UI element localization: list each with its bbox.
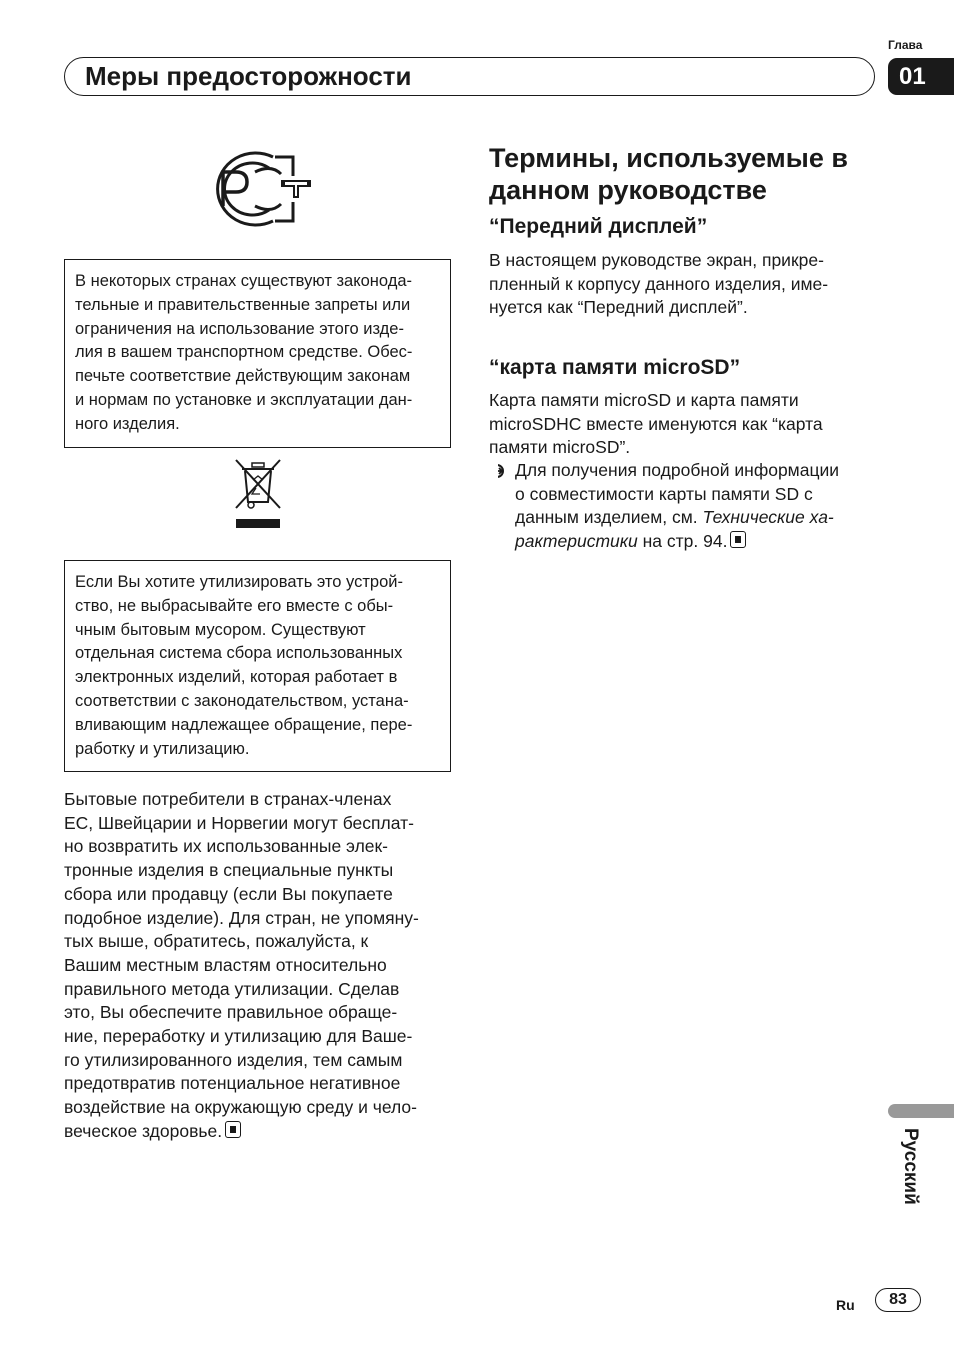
end-mark-icon xyxy=(730,531,746,548)
arrow-bullet-icon xyxy=(489,459,507,481)
bullet-tail-text: на стр. 94. xyxy=(637,531,728,552)
spec-reference-link[interactable]: Технические ха- рактеристики xyxy=(515,507,834,552)
recycling-paragraph xyxy=(64,788,459,1144)
language-tab xyxy=(888,1104,954,1118)
bullet-lead-text: Для получения подробной информации о совместимости карты памяти SD с данным изделием, см. xyxy=(515,460,840,528)
page-number: 83 xyxy=(875,1288,921,1312)
chapter-label: Глава xyxy=(888,38,923,52)
crossed-out-bin-icon xyxy=(232,458,284,530)
disposal-box xyxy=(64,560,451,772)
header-bar xyxy=(64,57,875,96)
language-label: Русский xyxy=(900,1128,921,1205)
warning-text: В некоторых странах существуют законода- тельные и правительственные запреты или ограничения на использование этого изде- лия в вашем транспортном средстве. Обес- печьте соответствие действующим законам и нормам по установке и эксплуатации дан- ного изделия. xyxy=(75,272,413,433)
front-display-text: В настоящем руководстве экран, прикре- пленный к корпусу данного изделия, име- нуется как “Передний дисплей”. xyxy=(489,250,829,318)
subheading-front-display: “Передний дисплей” xyxy=(489,215,708,238)
end-mark-icon xyxy=(225,1121,241,1138)
page-title: Меры предосторожности xyxy=(85,61,412,91)
footer-lang-code: Ru xyxy=(836,1297,855,1313)
bullet-text xyxy=(515,459,880,554)
chapter-tab: 01 xyxy=(888,58,954,95)
microsd-text: Карта памяти microSD и карта памяти microSDHC вместе именуются как “карта памяти microSD”. xyxy=(489,390,823,458)
pct-certification-logo xyxy=(203,148,315,230)
section-heading: Термины, используемые в данном руководстве xyxy=(489,143,848,205)
warning-box xyxy=(64,259,451,448)
disposal-text: Если Вы хотите утилизировать это устрой- ство, не выбрасывайте его вместе с обы- чным бытовым мусором. Существуют отдельная система сбора использованных электронных изделий, которая работает в соответствии с законодательством, устана- вливающим надлежащее обращение, пере- работку и утилизацию. xyxy=(75,573,413,758)
recycling-text: Бытовые потребители в странах-членах ЕС, Швейцарии и Норвегии могут бесплат- но возвратить их использованные элек- тронные изделия в специальные пункты сбора или продавцу (если Вы покупаете подобное изделие). Для стран, не упомяну- тых выше, обратитесь, пожалуйста, к Вашим местным властям относительно правильного метода утилизации. Сделав это, Вы обеспечите правильное обраще- ние, переработку и утилизацию для Ваше- го утилизированного изделия, тем самым предотвратив потенциальное негативное воздействие на окружающую среду и чело- веческое здоровье. xyxy=(64,789,419,1141)
subheading-microsd: “карта памяти microSD” xyxy=(489,356,741,379)
